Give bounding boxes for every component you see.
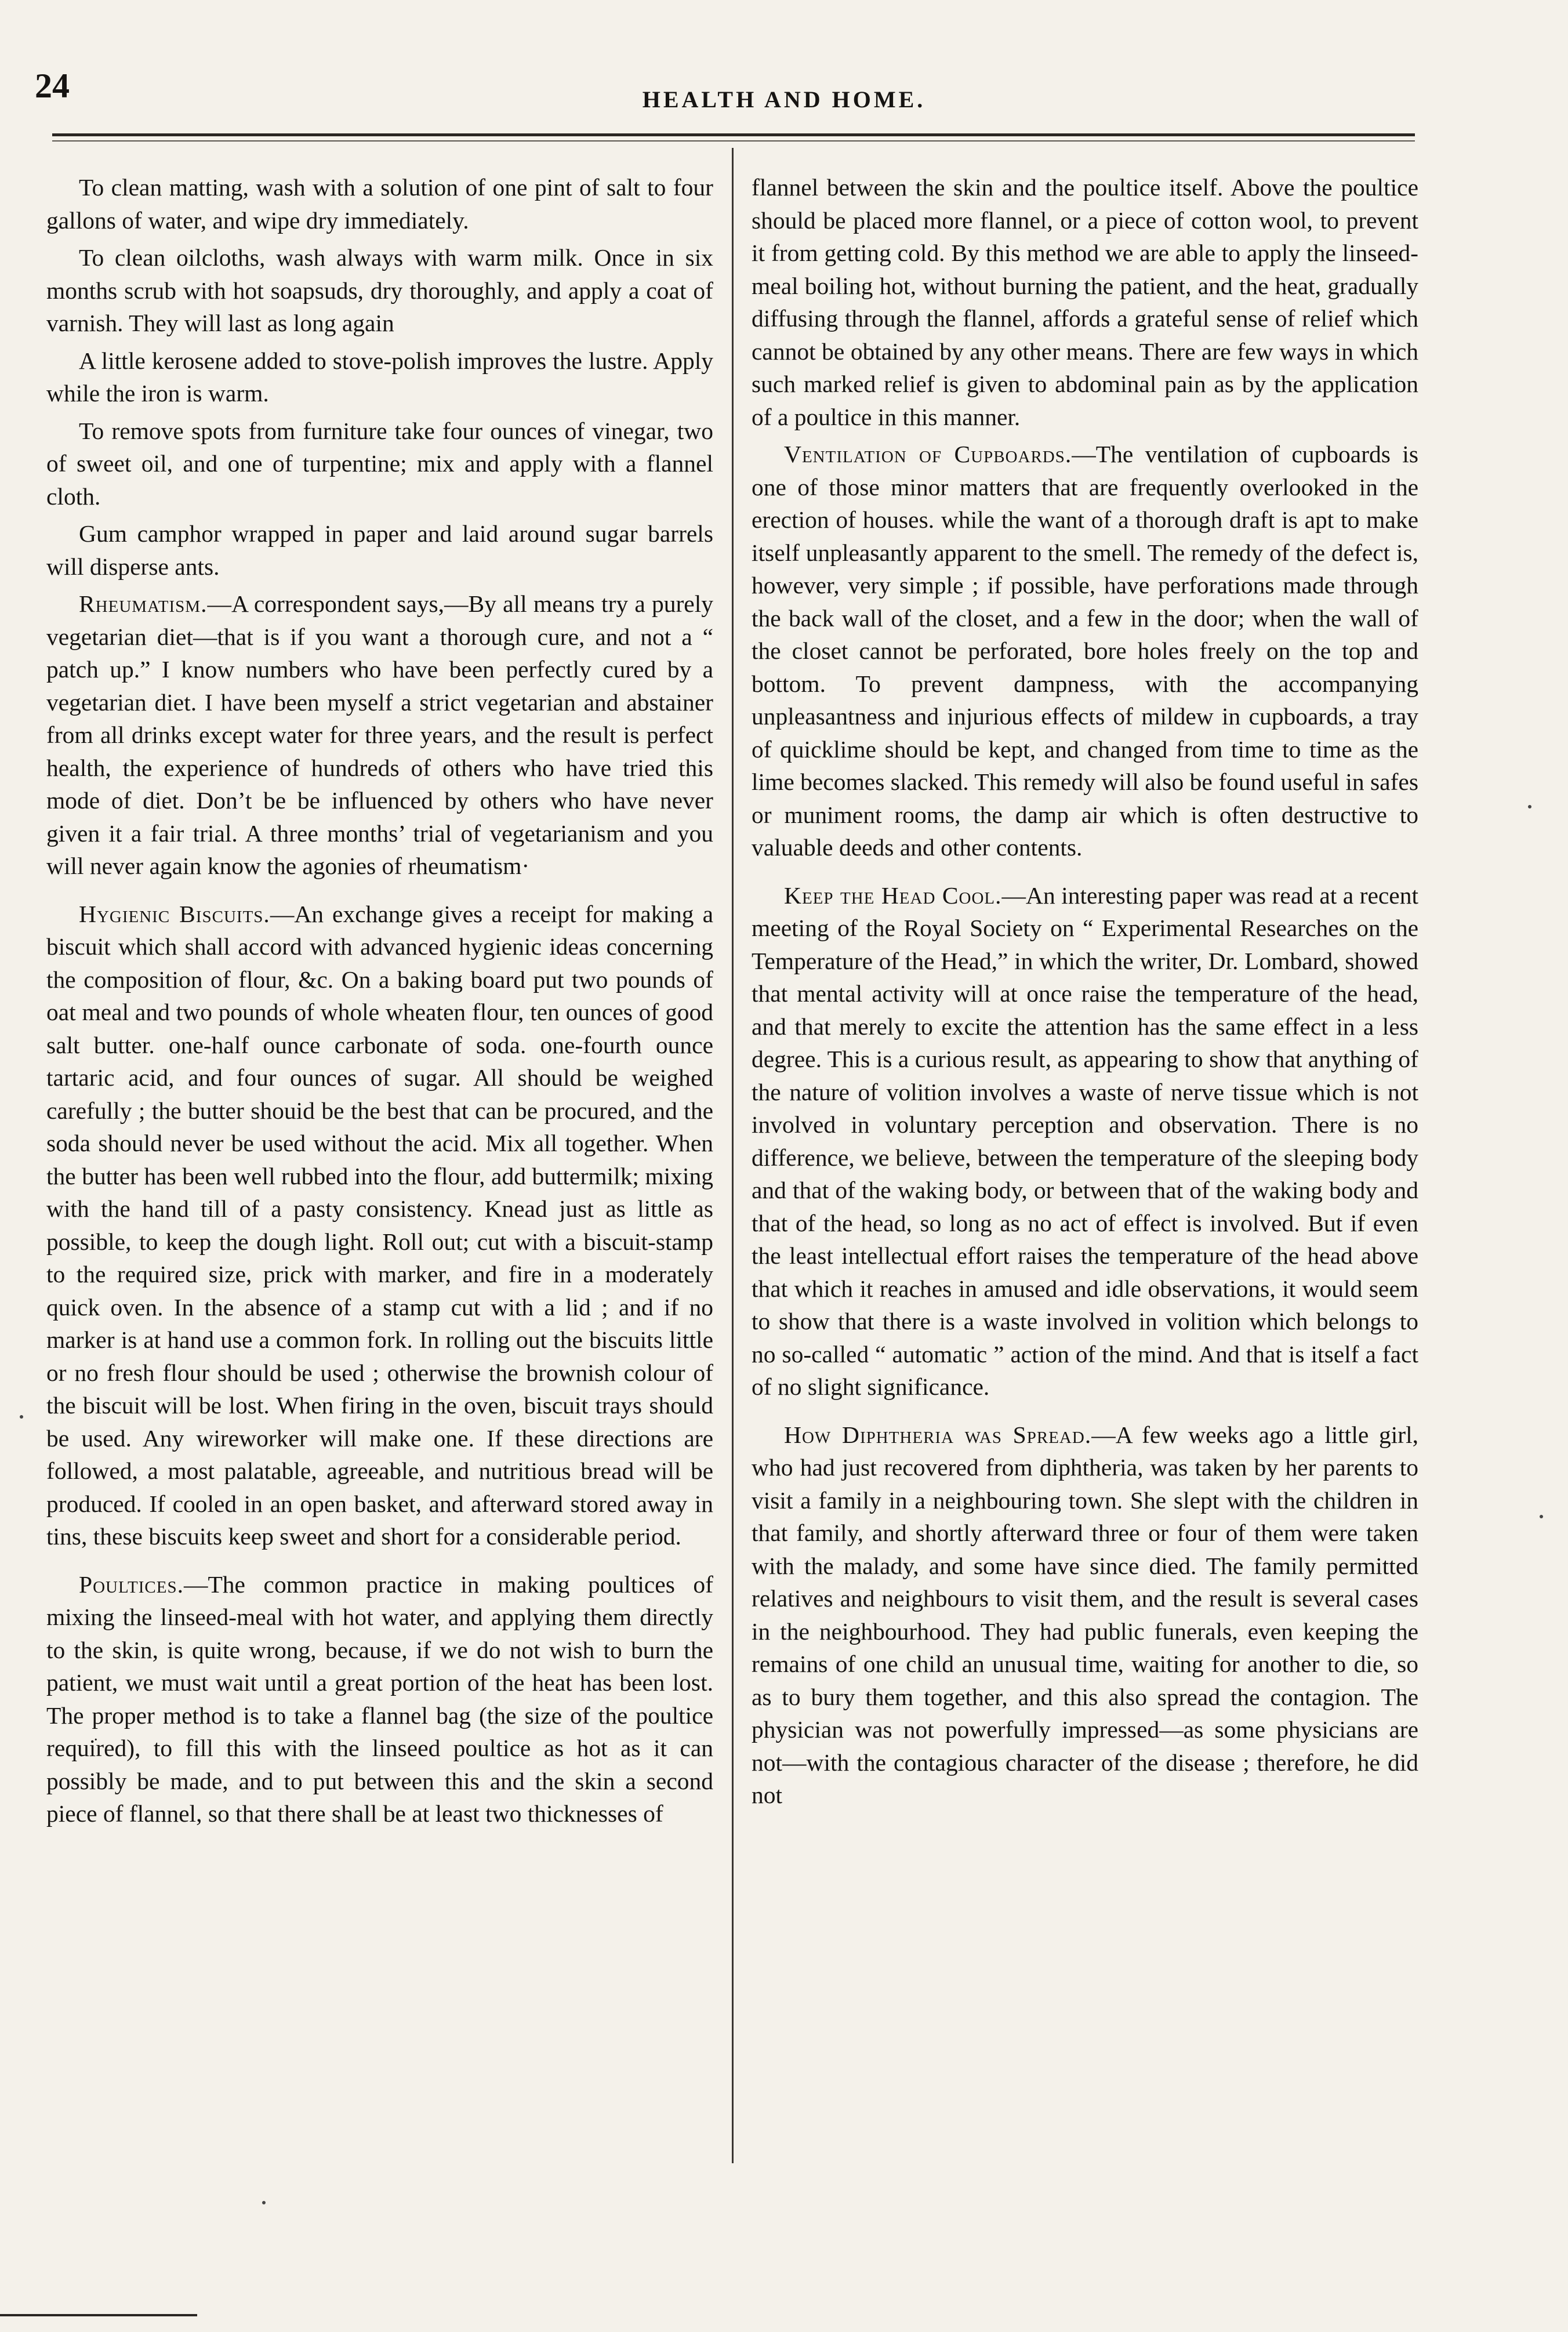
left-column [46,171,713,1835]
article-heading-head-cool: Keep the Head Cool. [784,882,1002,909]
article-diphtheria [752,1419,1418,1812]
right-column [752,171,1418,1816]
article-heading-biscuits: Hygienic Biscuits. [79,900,270,927]
article-ventilation [752,438,1418,864]
page-header [0,0,1568,133]
article-body-rheumatism: —A correspondent says,—By all means try a purely vegetarian diet—that is if you want a thorough cure, and not a “ patch up.” I know numbers who have been perfectly cured by a vegetarian diet. I have been myself a strict vegetarian and abstainer from all drinks except water for three years, and the result is perfect health, the experience of hundreds of others who have tried this mode of diet. Don’t be be influenced by others who have never given it a fair trial. A three months’ trial of vegetarianism and you will never again know the agonies of rheumatism· [46,590,713,879]
article-heading-ventilation: Ventilation of Cupboards. [784,441,1072,467]
article-head-cool [752,879,1418,1403]
paragraph-kerosene: A little kerosene added to stove-polish improves the lustre. Apply while the iron is warm. [46,347,713,407]
page-number: 24 [35,67,70,105]
article-heading-rheumatism: Rheumatism. [79,590,208,617]
article-body-ventilation: —The ventilation of cupboards is one of those minor matters that are frequently overlooked in the erection of houses. while the want of a thorough draft is apt to make itself unpleasantly apparent to the smell. The remedy of the defect is, however, very simple ; if possible, have perforations made through the back wall of the closet, and a few in the door; when the wall of the closet cannot be perforated, bore holes freely on the top and bottom. To prevent dampness, with the accompanying unpleasantness and injurious effects of mildew in cupboards, a tray of quicklime should be kept, and changed from time to time as the lime becomes slacked. This remedy will also be found useful in safes or muniment rooms, the damp air which is often destructive to valuable deeds and other contents. [752,441,1418,861]
article-body-head-cool: —An interesting paper was read at a recent meeting of the Royal Society on “ Experimental Researches on the Temperature of the Head,” in which the writer, Dr. Lombard, showed that mental activity will at once raise the temperature of the head, and that merely to excite the attention has the same effect in a less degree. This is a curious result, as appearing to show that anything of the nature of volition involves a waste of nerve tissue which is not involved in voluntary perception and observation. There is no difference, we believe, between the temperature of the sleeping body and that of the waking body, or between that of the waking body and that of the head, so long as no act of effect is involved. But if even the least intellectual effort raises the temperature of the head above that which it reaches in amused and idle observations, it would seem to show that there is a waste involved in volition which belongs to no so-called “ automatic ” action of the mind. And that is itself a fact of no slight significance. [752,882,1418,1400]
paragraph-matting: To clean matting, wash with a solution of one pint of salt to four gallons of water, and wipe dry immediately. [46,174,713,234]
article-body-biscuits: —An exchange gives a receipt for making a biscuit which shall accord with advanced hygienic ideas concerning the composition of flour, &c. On a baking board put two pounds of oat meal and two pounds of whole wheaten flour, ten ounces of good salt butter. one-half ounce carbonate of soda. one-fourth ounce tartaric acid, and four ounces of sugar. All should be weighed carefully ; the butter shouid be the best that can be procured, and the soda should never be used without the acid. Mix all together. When the butter has been well rubbed into the flour, add buttermilk; mixing with the hand till of a pasty consistency. Knead just as little as possible, to keep the dough light. Roll out; cut with a biscuit-stamp to the required size, prick with marker, and fire in a moderately quick oven. In the absence of a stamp cut with a lid ; and if no marker is at hand use a common fork. In rolling out the biscuits little or no fresh flour should be used ; otherwise the brownish colour of the biscuit will be lost. When firing in the oven, biscuit trays should be used. Any wireworker will make one. If these directions are followed, a most palatable, agreeable, and nutritious bread will be produced. If cooled in an open basket, and afterward stored away in tins, these biscuits keep sweet and short for a considerable period. [46,900,713,1550]
paragraph-oilcloths: To clean oilcloths, wash always with warm milk. Once in six months scrub with hot soapsuds, dry thoroughly, and apply a coat of varnish. They will last as long again [46,244,713,336]
article-body-diphtheria: —A few weeks ago a little girl, who had just recovered from diphtheria, was taken by her parents to visit a family in a neighbouring town. She slept with the children in that family, and shortly afterward three or four of them were taken with the malady, and some have since died. The family permitted relatives and neighbours to visit them, and the result is several cases in the neighbourhood. They had public funerals, even keeping the remains of one child an unusual time, waiting for another to die, so as to bury them together, and this also spread the contagion. The physician was not powerfully impressed—as some physicians are not—with the contagious character of the disease ; therefore, he did not [752,1421,1418,1808]
running-title: HEALTH AND HOME. [642,86,926,113]
scan-speck [1528,805,1531,808]
scan-speck [1540,1515,1543,1518]
column-divider [732,148,734,2163]
paragraph-furniture-spots: To remove spots from furniture take four ounces of vinegar, two of sweet oil, and one of turpentine; mix and apply with a flannel cloth. [46,417,713,510]
article-heading-diphtheria: How Diphtheria was Spread. [784,1421,1092,1448]
scan-speck [20,1415,23,1419]
footer-rule [0,2314,197,2316]
article-rheumatism [46,587,713,883]
header-rule-thin [52,140,1415,142]
scan-speck [262,2201,266,2204]
header-rule-thick [52,133,1415,136]
article-heading-poultices: Poultices. [79,1571,184,1598]
article-poultices [46,1568,713,1830]
article-body-poultices: —The common practice in making poultices of mixing the linseed-meal with hot water, and applying them directly to the skin, is quite wrong, because, if we do not wish to burn the patient, we must wait until a great portion of the heat has been lost. The proper method is to take a flannel bag (the size of the poultice requiׁred), to fill this with the linseed poultice as hot as it can possibly be made, and to put between this and the skin a second piece of flannel, so that there shall be at least two thicknesses of [46,1571,713,1827]
paragraph-camphor: Gum camphor wrapped in paper and laid around sugar barrels will disperse ants. [46,520,713,580]
article-hygienic-biscuits [46,898,713,1553]
paragraph-poultices-continued: flannel between the skin and the poultice itself. Above the poultice should be placed more flannel, or a piece of cotton wool, to prevent it from getting cold. By this method we are able to apply the linseed-meal boiling hot, without burning the patient, and the heat, gradually diffusing through the flannel, affords a grateful sense of relief which cannot be obtained by any other means. There are few ways in which such marked relief is given to abdominal pain as by the application of a poultice in this manner. [752,174,1418,430]
